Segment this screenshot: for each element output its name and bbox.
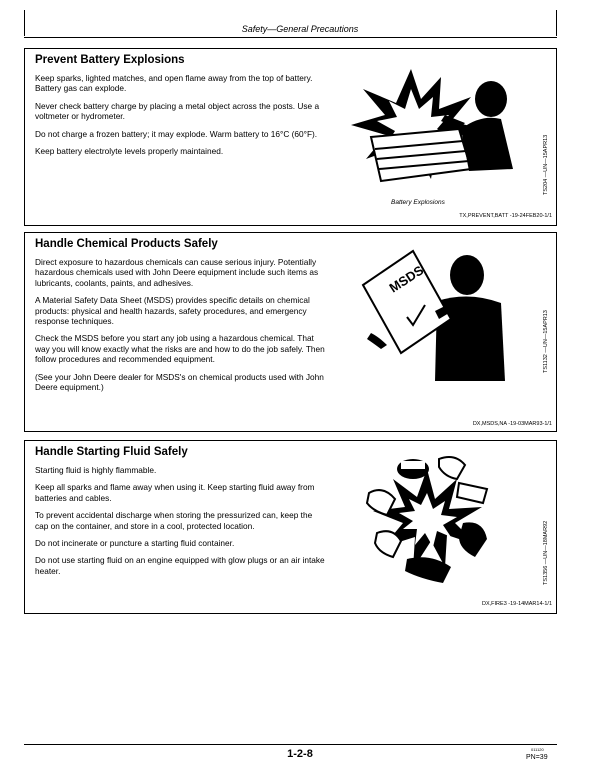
paragraph: Keep sparks, lighted matches, and open flame away from the top of battery. Battery gas can explode. (35, 73, 313, 94)
battery-explosion-illustration (341, 59, 521, 199)
pn-number: PN=39 (526, 754, 548, 761)
section-title: Prevent Battery Explosions (35, 54, 185, 66)
section-reference: DX,FIRE3 -19-14MAR14-1/1 (482, 601, 552, 607)
starting-fluid-explosion-illustration (347, 449, 507, 589)
msds-sheet-text: MSDS (386, 262, 427, 296)
section-title: Handle Chemical Products Safely (35, 238, 218, 250)
paragraph: Direct exposure to hazardous chemicals can cause serious injury. Potentially hazardous chemicals used with John Deere equipment include such items as lubricants, coolants, paints, and adhesives. (35, 257, 319, 288)
section-reference: TX,PREVENT,BATT -19-24FEB20-1/1 (459, 213, 552, 219)
section-reference: DX,MSDS,NA -19-03MAR93-1/1 (472, 421, 552, 427)
image-caption: Battery Explosions (391, 199, 445, 206)
page-number: 1-2-8 (287, 748, 313, 760)
section-title: Handle Starting Fluid Safely (35, 446, 188, 458)
msds-sheet-illustration (351, 241, 511, 381)
paragraph: Do not incinerate or puncture a starting fluid container. (35, 538, 235, 549)
image-code: TS1132 —UN—15APR13 (543, 310, 549, 373)
paragraph: Check the MSDS before you start any job using a hazardous chemical. That way you will know exactly what the risks are and how to do the job safely. Then follow procedures and recommended equipment. (35, 333, 325, 365)
footer-divider (24, 744, 557, 745)
image-code: TS1356 —UN—18MAR92 (543, 520, 549, 585)
section-starting-fluid (24, 440, 557, 614)
section-body (35, 73, 325, 163)
footer-code: 011120 (531, 747, 544, 752)
section-body (35, 257, 325, 399)
header-divider (24, 37, 557, 38)
paragraph: Keep all sparks and flame away when using it. Keep starting fluid away from batteries and cables. (35, 482, 315, 503)
paragraph: To prevent accidental discharge when storing the pressurized can, keep the cap on the container, and store in a cool, protected location. (35, 510, 313, 531)
section-battery-explosions (24, 48, 557, 226)
section-chemical-products (24, 232, 557, 432)
image-code: TS204 —UN—15APR13 (543, 134, 549, 195)
paragraph: (See your John Deere dealer for MSDS's on chemical products used with John Deere equipment.) (35, 371, 324, 393)
paragraph: Keep battery electrolyte levels properly maintained. (35, 146, 224, 157)
paragraph: A Material Safety Data Sheet (MSDS) provides specific details on chemical products: physical and health hazards, safety procedures, and emergency response techniques. (35, 295, 310, 327)
paragraph: Do not use starting fluid on an engine equipped with glow plugs or an air intake heater. (35, 555, 325, 576)
page-header-title: Safety—General Precautions (241, 24, 359, 34)
paragraph: Starting fluid is highly flammable. (35, 465, 157, 475)
paragraph: Do not charge a frozen battery; it may explode. Warm battery to 16°C (60°F). (35, 128, 318, 139)
paragraph: Never check battery charge by placing a metal object across the posts. Use a voltmeter or hydrometer. (35, 100, 320, 122)
section-body (35, 465, 325, 583)
